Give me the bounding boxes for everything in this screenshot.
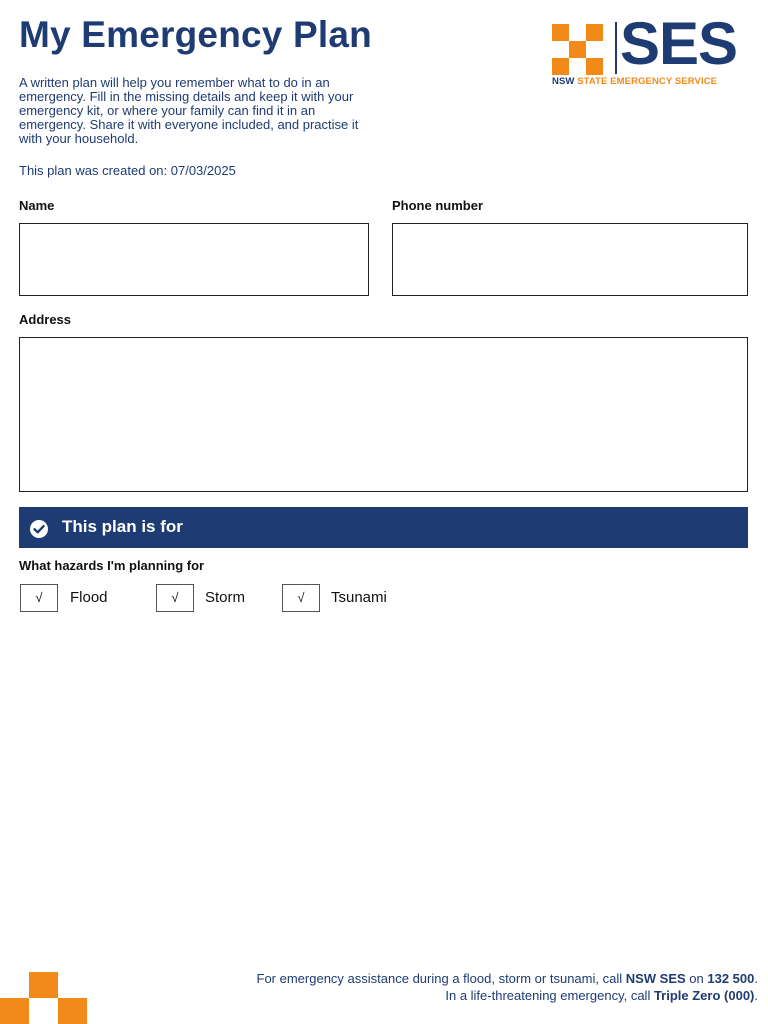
footer-line2-end: . [754, 987, 758, 1003]
footer-line1-end: . [754, 971, 758, 986]
logo-square [552, 58, 569, 75]
name-field[interactable] [19, 223, 369, 296]
name-label: Name [19, 198, 55, 213]
phone-label: Phone number [392, 198, 484, 213]
address-label: Address [19, 312, 72, 327]
tsunami-checkbox[interactable]: √ [282, 584, 320, 612]
logo-subtitle [552, 76, 717, 87]
logo-square [552, 24, 569, 41]
logo-square [586, 24, 603, 41]
logo-subtitle-nsw: NSW [552, 76, 575, 87]
plan-for-banner [19, 507, 748, 548]
page-title: My Emergency Plan [19, 14, 372, 55]
created-date-text: This plan was created on: 07/03/2025 [19, 163, 236, 178]
footer-line-1 [257, 971, 759, 988]
check-circle-icon [30, 520, 48, 538]
banner-title: This plan is for [62, 517, 183, 536]
storm-label: Storm [205, 589, 246, 606]
logo-subtitle-rest: STATE EMERGENCY SERVICE [577, 76, 718, 87]
phone-field[interactable] [392, 223, 748, 296]
logo-square [586, 58, 603, 75]
footer-square [29, 972, 58, 998]
storm-checkbox[interactable]: √ [156, 584, 194, 612]
footer-emergency-number: Triple Zero (000) [653, 987, 755, 1003]
logo-square [569, 41, 586, 58]
footer-square [0, 998, 29, 1024]
flood-checkbox[interactable]: √ [20, 584, 58, 612]
logo-divider [615, 22, 617, 74]
logo-wordmark: SES [620, 10, 738, 77]
tsunami-label: Tsunami [331, 589, 387, 606]
footer-line1-mid: on [685, 971, 708, 986]
footer-ses-number: 132 500 [707, 971, 755, 986]
footer-line2-text: In a life-threatening emergency, call [445, 987, 654, 1003]
flood-label: Flood [70, 589, 108, 606]
address-field[interactable] [19, 337, 748, 492]
footer-square [58, 998, 87, 1024]
footer-line-2 [257, 988, 759, 1005]
intro-text: A written plan will help you remember what to do in an emergency. Fill in the missing details and keep it with your emergency kit, or where your family can find it in an emergency. Share it with everyone included, and practise it with your household. [19, 75, 359, 146]
footer-org: NSW SES [625, 971, 686, 986]
footer-line1-text: For emergency assistance during a flood, storm or tsunami, call [256, 971, 626, 986]
footer-text [257, 971, 759, 1004]
hazards-label: What hazards I'm planning for [19, 558, 205, 573]
